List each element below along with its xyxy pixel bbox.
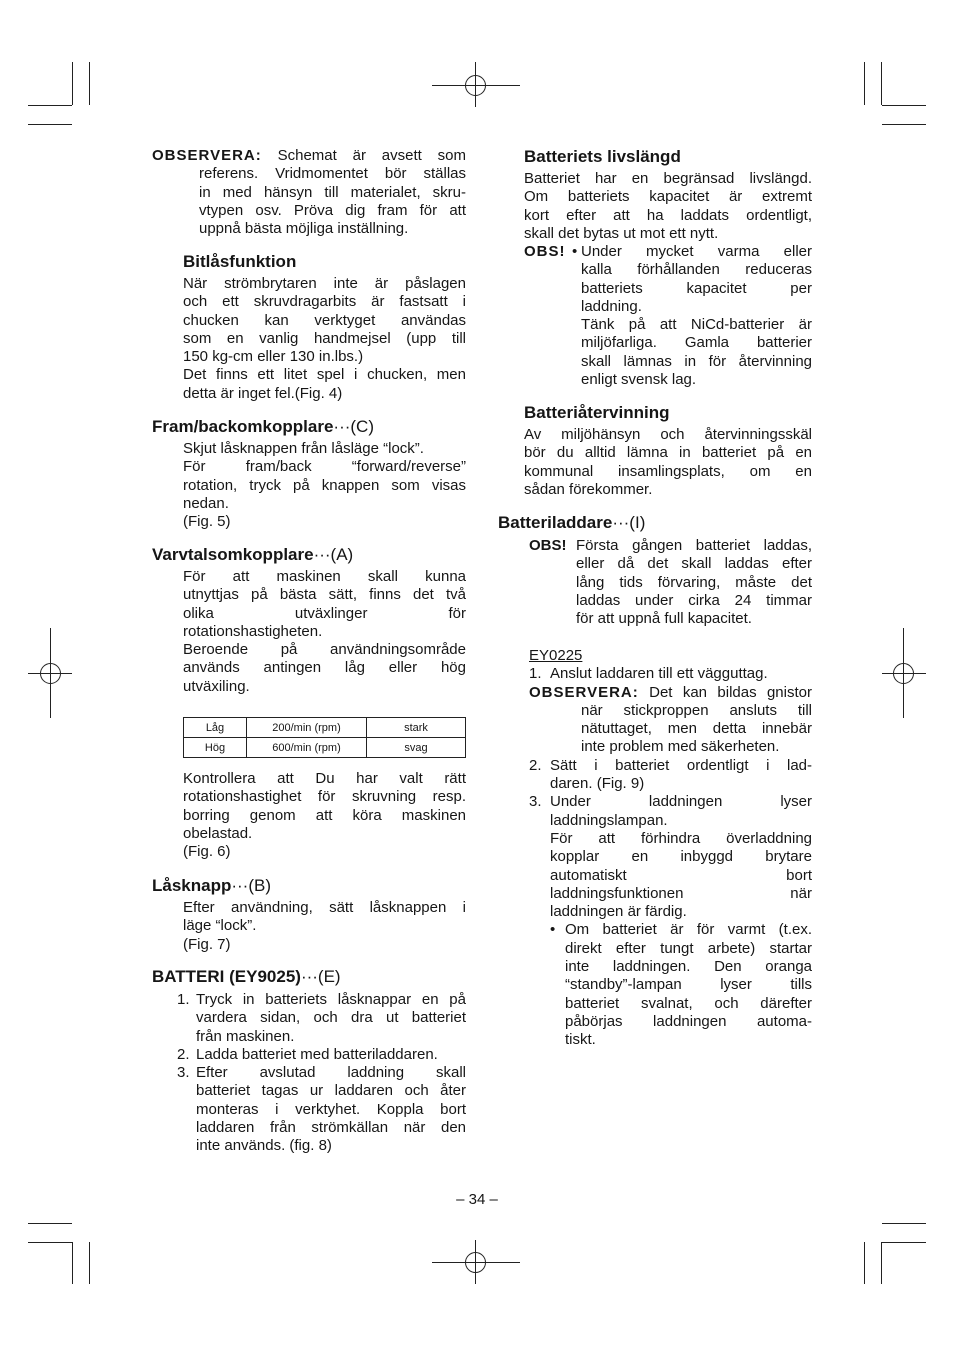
- batteri-steps: [177, 991, 466, 1156]
- text-line: Det finns ett litet spel i chucken, men: [183, 366, 466, 384]
- text-line: inte laddningen. Den oranga: [565, 958, 812, 976]
- observera-first-text: Schemat är avsett som: [277, 147, 466, 164]
- text-line: För att förhindra överladdning: [550, 829, 812, 847]
- text-line: utväxiling.: [183, 677, 250, 695]
- lasknapp-heading: [152, 876, 271, 896]
- obs-body: [581, 243, 812, 389]
- list-item: [177, 1064, 466, 1155]
- table-cell: Låg: [184, 718, 247, 738]
- text-line: lång tids förvaring, måste det: [576, 573, 812, 591]
- text-line: detta är inget fel.(Fig. 4): [183, 384, 343, 402]
- text-line: referens. Vridmomentet bör ställas: [199, 165, 466, 183]
- list-item: [529, 665, 812, 683]
- text-line: in med hänsyn till materialet, skru-: [199, 183, 466, 201]
- text-line: utnyttjas på bästa sätt, finns det två: [183, 586, 466, 604]
- observera-first-text: Det kan bildas gnistor: [649, 683, 812, 701]
- observera-first-line: [529, 684, 812, 702]
- heading-suffix: ···(C): [333, 417, 374, 436]
- text-line: enligt svensk lag.: [581, 371, 697, 389]
- text-line: direkt efter tungt arbete) startar: [565, 939, 812, 957]
- charger-instructions: [529, 647, 812, 1050]
- batteriladdare-heading: [498, 513, 645, 533]
- observera-body: [199, 165, 466, 238]
- text-line: batteriet tagas ur laddaren och åter: [196, 1082, 466, 1100]
- text-line: kort efter att ha laddats ordentligt,: [524, 206, 812, 224]
- crop-mark-bottom-right: [865, 1224, 927, 1285]
- observera-note: [529, 684, 812, 757]
- bullet-note: [529, 921, 812, 1049]
- text-line: Under laddningen lyser: [550, 793, 812, 811]
- obs-note: [524, 243, 812, 389]
- text-line: och ett skruvdragarbits är fastsatt i: [183, 293, 466, 311]
- obs-label: OBS!: [524, 243, 566, 260]
- text-line: automatiskt bort: [550, 866, 812, 884]
- heading-title: Varvtalsomkopplare: [152, 545, 314, 564]
- text-line: (Fig. 6): [183, 843, 231, 861]
- note-text: [565, 921, 812, 1049]
- text-line: Kontrollera att Du har valt rätt: [183, 770, 466, 787]
- text-line: vtypen osv. Pröva dig fram för att: [199, 201, 466, 219]
- speed-table-grid: [183, 717, 466, 758]
- list-item: [177, 1046, 466, 1064]
- text-line: borring genom att köra maskinen: [183, 806, 466, 824]
- text-line: Under mycket varma eller: [581, 243, 812, 260]
- text-line: rotationshastighet för skruvning resp.: [183, 788, 466, 806]
- text-line: laddas under cirka 24 timmar: [576, 591, 812, 609]
- text-line: Om batteriet är för varmt (t.ex.: [565, 921, 812, 939]
- varvtalsomkopplare-body: [183, 568, 466, 696]
- item-text: [196, 991, 466, 1046]
- lasknapp-body: [183, 899, 466, 954]
- list-item: [177, 991, 466, 1046]
- text-line: Anslut laddaren till ett vägguttag.: [550, 665, 768, 683]
- text-line: laddning.: [581, 297, 642, 315]
- text-line: kalla förhållanden reduceras: [581, 261, 812, 279]
- speed-table: [183, 717, 466, 758]
- item-text: [550, 757, 812, 794]
- text-line: obelastad.: [183, 824, 253, 842]
- item-number: 2.: [177, 1045, 190, 1063]
- text-line: Skjut låsknappen från låsläge “lock”.: [183, 440, 424, 457]
- heading-title: BATTERI (EY9025): [152, 967, 301, 986]
- batteriatervinning-body: [524, 426, 812, 499]
- text-line: Ladda batteriet med batteriladdaren.: [196, 1045, 438, 1063]
- text-line: batteriets kapacitet per: [581, 279, 812, 297]
- table-cell: 600/min (rpm): [247, 738, 367, 758]
- fram-backomkopplare-body: [183, 440, 466, 531]
- text-line: nätuttaget, men detta innebär: [581, 720, 812, 738]
- fram-backomkopplare-heading: [152, 417, 374, 437]
- item-number: 1.: [177, 991, 190, 1008]
- table-row: [184, 738, 466, 758]
- text-line: nedan.: [183, 494, 229, 512]
- text-line: används antingen låg eller hög: [183, 659, 466, 677]
- text-line: laddaren från strömkällan när den: [196, 1119, 466, 1137]
- text-line: Av miljöhänsyn och återvinningsskäl: [524, 426, 812, 443]
- text-line: läge “lock”.: [183, 917, 257, 935]
- text-line: eller då det skall laddas efter: [576, 555, 812, 573]
- batteri-heading: [152, 967, 341, 987]
- text-line: inte används. (fig. 8): [196, 1137, 332, 1155]
- bullet-icon: •: [550, 921, 556, 939]
- observera-body: [581, 702, 812, 757]
- text-line: Tryck in batteriets låsknappar en på: [196, 991, 466, 1008]
- charger-model: EY0225: [529, 647, 583, 664]
- text-line: skall det bytas ut mot ett nytt.: [524, 224, 719, 242]
- item-number: 3.: [177, 1064, 190, 1082]
- item-number: 3.: [529, 793, 542, 811]
- observera-label: OBSERVERA:: [152, 147, 262, 164]
- item-text: [550, 665, 812, 683]
- text-line: När strömbrytaren inte är påslagen: [183, 275, 466, 292]
- heading-suffix: ···(I): [612, 513, 646, 532]
- page-number: – 34 –: [456, 1191, 498, 1208]
- kontrollera-body: [183, 770, 466, 861]
- text-line: laddningslampan.: [550, 811, 668, 829]
- batteriets-livslangd-heading: Batteriets livslängd: [524, 147, 681, 166]
- text-line: tiskt.: [565, 1031, 596, 1049]
- laddare-obs-note: [529, 537, 812, 628]
- text-line: uppnå bästa möjliga inställning.: [199, 220, 409, 238]
- text-line: sådan förekommer.: [524, 480, 653, 498]
- text-line: Första gången batteriet laddas,: [576, 537, 812, 554]
- heading-suffix: ···(E): [300, 967, 341, 986]
- item-number: 2.: [529, 756, 542, 774]
- text-line: för att uppnå full kapacitet.: [576, 610, 752, 628]
- bullet-icon: •: [572, 243, 578, 260]
- text-line: miljöfarliga. Gamla batterier: [581, 334, 812, 352]
- registration-mark-left: [28, 628, 72, 718]
- item-text: [196, 1064, 466, 1155]
- text-line: när stickproppen ansluts till: [581, 701, 812, 719]
- text-line: rotationshastigheten.: [183, 622, 323, 640]
- list-item: [529, 793, 812, 921]
- heading-suffix: ···(A): [313, 545, 354, 564]
- batteriets-livslangd-body: [524, 170, 812, 243]
- text-line: För fram/back “forward/reverse”: [183, 458, 466, 476]
- heading-suffix: ···(B): [231, 876, 272, 895]
- text-line: Tänk på att NiCd-batterier är: [581, 316, 812, 334]
- text-line: från maskinen.: [196, 1027, 295, 1045]
- text-line: påbörjas laddningen automa-: [565, 1012, 812, 1030]
- text-line: batteriet svalnat, och därefter: [565, 994, 812, 1012]
- observera-first-line: [152, 147, 466, 165]
- text-line: För att maskinen skall kunna: [183, 568, 466, 585]
- registration-mark-bottom: [432, 1240, 520, 1284]
- text-line: laddningsfunktionen när: [550, 884, 812, 902]
- text-line: kopplar en inbyggd brytare: [550, 848, 812, 866]
- text-line: Efter användning, sätt låsknappen i: [183, 899, 466, 916]
- text-line: Om batteriets kapacitet är extremt: [524, 188, 812, 206]
- text-line: kommunal insamlingsplats, om en: [524, 462, 812, 480]
- obs-label: OBS!: [529, 537, 567, 554]
- registration-mark-right: [882, 628, 926, 718]
- text-line: monteras i verktyhet. Koppla bort: [196, 1100, 466, 1118]
- table-row: [184, 718, 466, 738]
- text-line: som en vanlig handmejsel (upp till: [183, 329, 466, 347]
- heading-title: Batteriladdare: [498, 513, 613, 532]
- batteriatervinning-heading: Batteriåtervinning: [524, 403, 670, 422]
- text-line: olika utväxlinger för: [183, 604, 466, 622]
- item-text: [196, 1046, 466, 1064]
- item-number: 1.: [529, 665, 542, 683]
- crop-mark-top-right: [865, 62, 927, 125]
- table-cell: Hög: [184, 738, 247, 758]
- bitlasfunktion-body: [183, 275, 466, 403]
- bitlasfunktion-heading: Bitlåsfunktion: [183, 252, 297, 271]
- text-line: inte problem med säkerheten.: [581, 738, 780, 756]
- text-line: “standby”-lampan lyser tills: [565, 976, 812, 994]
- text-line: bör du alltid lämna in batteriet på en: [524, 444, 812, 462]
- table-cell: svag: [367, 738, 466, 758]
- item-text: [550, 793, 812, 921]
- text-line: skall lämnas in för återvinning: [581, 352, 812, 370]
- list-item: [529, 757, 812, 794]
- text-line: vardera sidan, och dra ut batteriet: [196, 1009, 466, 1027]
- text-line: rotation, tryck på knappen som visas: [183, 476, 466, 494]
- text-line: Efter avslutad laddning skall: [196, 1064, 466, 1082]
- heading-title: Låsknapp: [152, 876, 232, 895]
- text-line: Sätt i batteriet ordentligt i lad-: [550, 756, 812, 774]
- text-line: laddningen är färdig.: [550, 903, 687, 921]
- table-cell: stark: [367, 718, 466, 738]
- text-line: daren. (Fig. 9): [550, 775, 645, 793]
- table-cell: 200/min (rpm): [247, 718, 367, 738]
- text-line: Batteriet har en begränsad livslängd.: [524, 170, 812, 187]
- crop-mark-bottom-left: [28, 1224, 90, 1285]
- obs-body: [576, 537, 812, 628]
- observera-note: [152, 147, 466, 238]
- text-line: (Fig. 7): [183, 935, 231, 953]
- text-line: 150 kg-cm eller 130 in.lbs.): [183, 348, 364, 366]
- text-line: chucken kan verktyget användas: [183, 311, 466, 329]
- crop-mark-top-left: [28, 62, 90, 125]
- text-line: Beroende på användningsområde: [183, 641, 466, 659]
- varvtalsomkopplare-heading: [152, 545, 353, 565]
- registration-mark-top: [432, 62, 520, 107]
- text-line: (Fig. 5): [183, 513, 231, 531]
- heading-title: Fram/backomkopplare: [152, 417, 334, 436]
- observera-label: OBSERVERA:: [529, 683, 639, 701]
